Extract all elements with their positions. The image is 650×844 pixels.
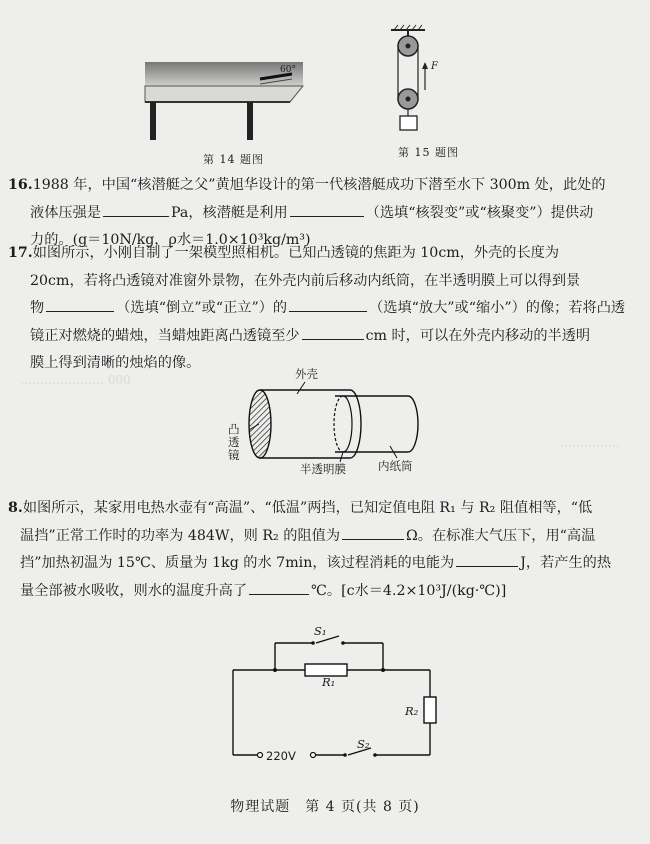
question-number: 8. [8,500,23,516]
question-text: 20cm，若将凸透镜对准窗外景物，在外壳内前后移动内纸筒，在半透明膜上可以得到景 [30,272,581,289]
question-text: 膜上得到清晰的烛焰的像。 [30,355,201,371]
question-text: 挡”加热初温为 15℃、质量为 1kg 的水 7min，该过程消耗的电能为 [20,555,455,571]
answer-blank[interactable] [289,296,367,312]
question-text: 力的。(g＝10N/kg，ρ水＝1.0×10³kg/m³) [30,232,311,248]
question-text: （选填“核裂变”或“核聚变”）提供动 [365,204,594,221]
question-text: （选填“放大”或“缩小”）的像；若将凸透 [369,300,626,316]
r1-label: R₁ [322,675,336,689]
force-label: F [431,61,438,72]
question-text: 物 [30,300,45,316]
translucent-film-label: 半透明膜 [300,462,346,476]
figure-14 [140,44,310,144]
question-text: Ω。在标准大气压下，用“高温 [406,527,596,544]
question-text: 温挡”正常工作时的功率为 484W，则 R₂ 的阻值为 [20,527,341,544]
question-18 [8,495,632,605]
figure-14-caption: 第 14 题图 [203,153,264,166]
question-text: 量全部被水吸收，则水的温度升高了 [20,582,248,599]
question-text: （选填“倒立”或“正立”）的 [116,300,288,316]
question-text: cm 时，可以在外壳内移动的半透明 [365,327,591,344]
s1-label: S₁ [314,624,327,638]
question-text: 如图所示，小刚自制了一架模型照相机。已知凸透镜的焦距为 10cm，外壳的长度为 [32,245,560,261]
question-number: 16. [8,177,33,193]
page-footer: 物理试题 第 4 页(共 8 页) [230,799,420,815]
r2-label: R₂ [405,704,419,718]
answer-blank[interactable] [249,579,309,595]
question-text: 镜正对燃烧的蜡烛，当蜡烛距离凸透镜至少 [30,327,300,344]
convex-lens-label: 凸透镜 [228,422,240,462]
question-17 [8,240,632,378]
angle-label: 60° [280,65,296,75]
answer-blank[interactable] [456,551,518,567]
outer-shell-label: 外壳 [295,367,318,381]
voltage-label: 220V [266,749,296,763]
answer-blank[interactable] [46,296,114,312]
figure-15-pulley [385,20,445,140]
question-text: 如图所示，某家用电热水壶有“高温”、“低温”两挡，已知定值电阻 R₁ 与 R₂ 阻值相等，“低 [22,500,593,516]
answer-blank[interactable] [342,524,404,540]
answer-blank[interactable] [290,201,364,217]
bleed-through-text: …………… [560,436,620,450]
circuit-diagram [225,625,445,775]
inner-tube-label: 内纸筒 [378,459,413,473]
question-text: ℃。[c水＝4.2×10³J/(kg·℃)] [311,582,507,599]
question-text: J，若产生的热 [520,555,612,571]
answer-blank[interactable] [103,201,169,217]
s2-label: S₂ [357,737,370,751]
question-text: 1988 年，中国“核潜艇之父”黄旭华设计的第一代核潜艇成功下潜至水下 300m 处，此处的 [32,177,606,193]
answer-blank[interactable] [302,324,364,340]
figure-15-caption: 第 15 题图 [398,146,459,159]
question-number: 17. [8,245,33,261]
question-text: Pa，核潜艇是利用 [170,204,288,221]
bleed-through-text: ………………… 000 [20,373,131,387]
question-text: 液体压强是 [30,204,101,221]
